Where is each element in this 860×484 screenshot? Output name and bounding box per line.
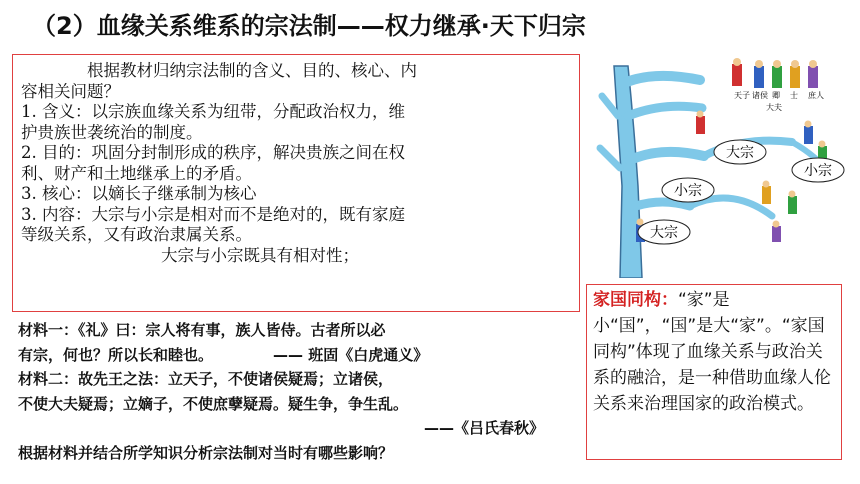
question-prompt: 根据材料并结合所学知识分析宗法制对当时有哪些影响？ (18, 443, 394, 462)
svg-text:小宗: 小宗 (674, 183, 702, 199)
tree-branch (636, 202, 690, 206)
rank-label-sub: 大夫 (766, 103, 782, 112)
material-2: 材料二：故先王之法：立天子，不使诸侯疑焉；立诸侯， (18, 370, 394, 388)
summary-purpose-cont: 利、财产和土地继承上的矛盾。 (21, 163, 252, 183)
label-dazong-upper (714, 140, 766, 164)
label-xiaozong-right (792, 158, 844, 182)
concept-box (586, 284, 842, 460)
summary-purpose: 2. 目的：巩固分封制形成的秩序，解决贵族之间在权 (21, 143, 405, 162)
material-1-citation: —— 班固《白虎通义》 (273, 345, 429, 364)
rank-label: 士 (790, 91, 798, 100)
concept-heading: 家国同构： (593, 290, 678, 310)
summary-meaning: 1. 含义：以宗族血缘关系为纽带，分配政治权力，维 (21, 102, 405, 121)
figure-group-top (732, 58, 818, 88)
page-title: （2）血缘关系维系的宗法制——权力继承·天下归宗 (32, 12, 586, 40)
material-2-cont: 不使大夫疑焉；立嫡子，不使庶孽疑焉。疑生争，争生乱。 (18, 394, 409, 413)
material-2-citation: ——《吕氏春秋》 (423, 419, 544, 437)
rank-label: 天子 (734, 91, 750, 100)
summary-content-cont: 等级关系，又有政治隶属关系。 (21, 225, 252, 244)
summary-meaning-cont: 护贵族世袭统治的制度。 (21, 122, 203, 142)
tree-branch (600, 148, 620, 168)
clan-tree-illustration (592, 56, 850, 278)
tree-trunk (614, 66, 642, 278)
summary-box (12, 54, 580, 312)
summary-content: 3. 内容：大宗与小宗是相对而不是绝对的，既有家庭 (21, 204, 405, 224)
tree-branch (630, 152, 704, 160)
clan-tree-diagram (592, 56, 850, 278)
summary-core: 3. 核心：以嫡长子继承制为核心 (21, 184, 257, 203)
label-xiaozong-left (662, 178, 714, 202)
materials-section (18, 318, 584, 465)
summary-intro: 根据教材归纳宗法制的含义、目的、核心、内 (87, 61, 417, 80)
tree-branch (690, 198, 772, 216)
label-dazong-lower (638, 220, 690, 244)
tree-branch (622, 76, 700, 84)
material-1-cont: 有宗，何也？所以长和睦也。 —— 班固《白虎通义》 (18, 345, 429, 364)
tree-branch (628, 106, 702, 116)
svg-text:小宗: 小宗 (804, 163, 832, 179)
svg-text:大宗: 大宗 (726, 145, 754, 161)
summary-tail: 大宗与小宗既具有相对性； (161, 245, 359, 265)
svg-text:大宗: 大宗 (650, 225, 678, 241)
material-1: 材料一：《礼》曰：宗人将有事，族人皆侍。古者所以必 (18, 321, 386, 339)
rank-label: 诸侯 (752, 91, 768, 100)
summary-intro-cont: 容相关问题？ (21, 81, 120, 101)
concept-body: “家”是小“国”，“国”是大“家”。“家国同构”体现了血缘关系与政治关系的融洽，是一种借助血缘人伦关系来治理国家的政治模式。 (593, 290, 831, 414)
rank-label: 卿 (772, 91, 780, 100)
rank-label: 庶人 (808, 91, 824, 100)
